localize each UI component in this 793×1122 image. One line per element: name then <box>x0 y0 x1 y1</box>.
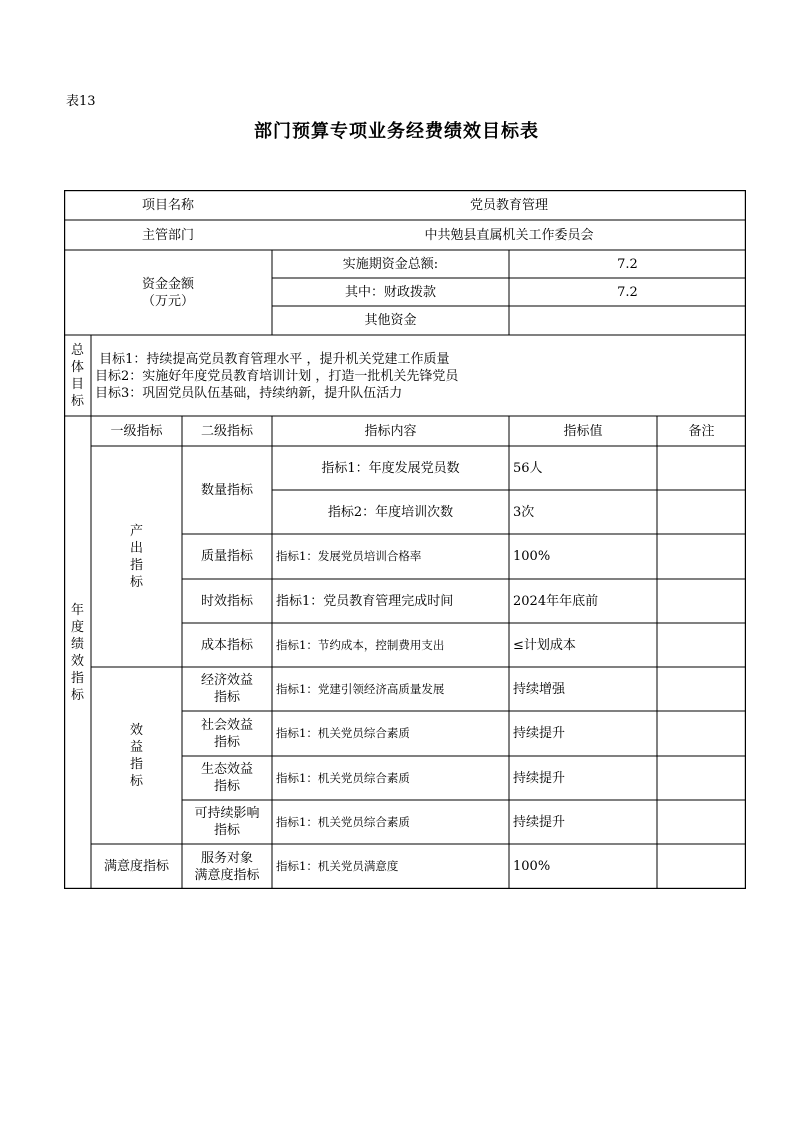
annual-label-char: 标 <box>70 687 84 703</box>
level2-sustainable <box>182 800 272 844</box>
row-remark <box>657 446 746 490</box>
group-output <box>91 446 182 667</box>
level2-line: 可持续影响 <box>194 806 260 821</box>
funds-fiscal-label: 其中：财政拨款 <box>344 284 436 300</box>
row-value: ≤计划成本 <box>513 637 576 653</box>
project-name-value: 党员教育管理 <box>469 197 548 213</box>
level2-line: 社会效益 <box>200 717 253 733</box>
level2-line: 指标 <box>213 734 240 750</box>
project-name-label: 项目名称 <box>141 197 194 213</box>
overall-goal-label-char: 总 <box>70 342 84 358</box>
annual-label-char: 绩 <box>70 636 84 652</box>
table-number: 表13 <box>66 94 96 109</box>
row-value: 100% <box>513 859 551 874</box>
row-content: 指标2：年度培训次数 <box>327 504 454 520</box>
level2-line: 经济效益 <box>200 673 253 688</box>
level2-quantity: 数量指标 <box>200 482 253 498</box>
overall-goal-label <box>64 335 91 416</box>
row-remark <box>657 800 746 844</box>
level2-quality: 质量指标 <box>200 549 253 564</box>
page-title: 部门预算专项业务经费绩效目标表 <box>254 121 539 142</box>
row-remark <box>657 711 746 756</box>
row-remark <box>657 534 746 579</box>
row-value: 持续增强 <box>513 681 566 697</box>
level2-economic <box>182 667 272 711</box>
group-output-char: 标 <box>129 574 143 590</box>
annual-indicator-label <box>64 416 91 889</box>
header-level2: 二级指标 <box>200 423 253 439</box>
header-remark: 备注 <box>688 423 715 439</box>
annual-label-char: 效 <box>70 653 84 669</box>
group-benefit-char: 指 <box>129 756 143 772</box>
row-value: 持续提升 <box>513 770 566 786</box>
overall-goal-1: 目标1：持续提高党员教育管理水平 ，提升机关党建工作质量 <box>95 352 450 367</box>
row-content: 指标1：机关党员满意度 <box>276 859 399 873</box>
group-benefit-char: 效 <box>129 722 143 738</box>
performance-table <box>64 190 746 889</box>
row-content: 指标1：党员教育管理完成时间 <box>276 593 454 609</box>
group-output-char: 产 <box>129 523 143 539</box>
row-remark <box>657 667 746 711</box>
row-value: 持续提升 <box>513 814 566 830</box>
group-benefit <box>91 667 182 844</box>
group-benefit-char: 益 <box>129 739 143 755</box>
funds-fiscal-value: 7.2 <box>617 284 638 300</box>
row-remark <box>657 844 746 889</box>
overall-goal-label-char: 目 <box>70 376 84 392</box>
level2-line: 指标 <box>213 779 240 794</box>
header-level1: 一级指标 <box>110 423 163 439</box>
level2-timeliness: 时效指标 <box>200 593 253 609</box>
row-value: 持续提升 <box>513 726 566 741</box>
annual-label-char: 年 <box>70 602 84 618</box>
row-content: 指标1：年度发展党员数 <box>321 460 460 476</box>
row-content: 指标1：机关党员综合素质 <box>276 814 410 829</box>
level2-social <box>182 711 272 756</box>
row-content: 指标1：节约成本，控制费用支出 <box>276 637 445 652</box>
row-value: 100% <box>513 549 551 564</box>
level2-line: 服务对象 <box>200 850 253 866</box>
department-value: 中共勉县直属机关工作委员会 <box>424 227 594 243</box>
level2-service-satisfaction <box>182 844 272 889</box>
level2-line: 指标 <box>213 823 240 838</box>
row-content: 指标1：党建引领经济高质量发展 <box>276 681 445 696</box>
funds-other-label: 其他资金 <box>364 313 417 328</box>
group-output-char: 指 <box>129 557 143 573</box>
group-satisfaction: 满意度指标 <box>103 859 169 874</box>
row-content: 指标1：机关党员综合素质 <box>276 726 410 740</box>
row-value: 56人 <box>513 460 543 476</box>
row-content: 指标1：发展党员培训合格率 <box>276 549 422 563</box>
row-value: 2024年年底前 <box>513 593 599 609</box>
level2-line: 生态效益 <box>200 762 253 777</box>
header-content: 指标内容 <box>364 423 417 439</box>
overall-goal-2: 目标2：实施好年度党员教育培训计划 ，打造一批机关先锋党员 <box>95 369 459 384</box>
row-remark <box>657 623 746 667</box>
overall-goal-3: 目标3：巩固党员队伍基础，持续纳新，提升队伍活力 <box>95 386 403 401</box>
funds-total-value: 7.2 <box>617 256 638 272</box>
funds-total-label: 实施期资金总额: <box>342 256 439 272</box>
funds-label-line2: （万元） <box>141 293 194 309</box>
level2-line: 指标 <box>213 690 240 705</box>
row-remark <box>657 579 746 623</box>
annual-label-char: 度 <box>70 619 84 635</box>
level2-line: 满意度指标 <box>194 867 260 883</box>
level2-cost: 成本指标 <box>200 637 253 653</box>
row-remark <box>657 756 746 800</box>
funds-label <box>64 250 272 335</box>
overall-goal-label-char: 标 <box>70 393 84 409</box>
funds-label-line1: 资金金额 <box>141 276 194 292</box>
row-content: 指标1：机关党员综合素质 <box>276 770 410 785</box>
department-label: 主管部门 <box>141 227 194 243</box>
header-value: 指标值 <box>563 423 603 439</box>
funds-other-value <box>509 306 746 335</box>
level2-ecological <box>182 756 272 800</box>
annual-label-char: 指 <box>70 670 84 686</box>
overall-goal-label-char: 体 <box>70 359 84 375</box>
row-value: 3次 <box>513 504 535 520</box>
overall-goals <box>95 351 458 402</box>
row-remark <box>657 490 746 534</box>
group-benefit-char: 标 <box>129 773 143 789</box>
group-output-char: 出 <box>129 540 143 556</box>
